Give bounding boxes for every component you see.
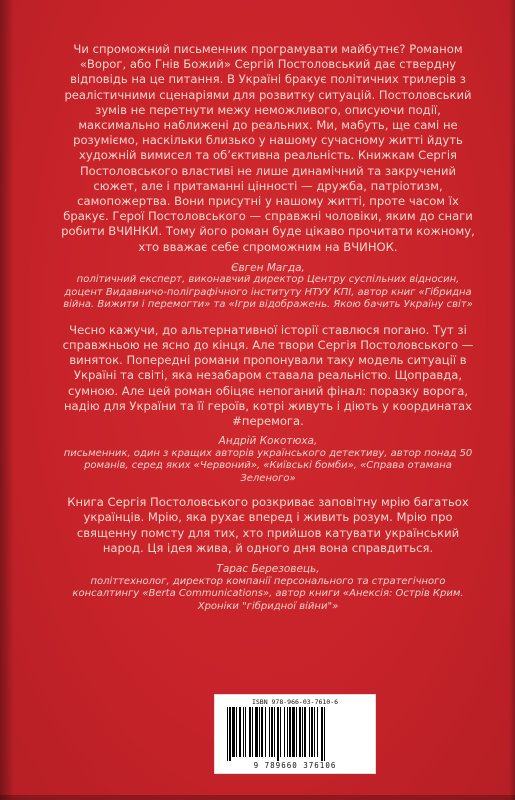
blurb-column: [58, 42, 478, 613]
review-attribution-1: [58, 262, 478, 312]
cover-edge-right: [509, 0, 515, 800]
review-paragraph-1: Чи спроможний письменник програмувати майбутнє? Романом «Ворог, або Гнів Божий» Сергій Постоловський дає ствердну відповідь на це питання. В Україні бракує політичних трилерів з реалістичними сценаріями для розвитку ситуацій. Постоловський зумів не перетнути межу неможливого, описуючи події, максимально наближені до реальних. Ми, мабуть, ще самі не розуміємо, наскільки близько у нашому сучасному житті йдуть художній вимисел та об’єктивна реальність. Книжкам Сергія Постоловського властиві не лише динамічний та закручений сюжет, але і притаманні цінності — дружба, патріотизм, самопожертва. Вони присутні у нашому житті, проте часом їх бракує. Герої Постоловського — справжні чоловіки, яким до снаги робити ВЧИНКИ. Тому його роман буде цікаво прочитати кожному, хто вважає себе спроможним на ВЧИНОК.: [61, 42, 475, 254]
reviewer-details-1: політичний експерт, виконавчий директор Центру суспільних відносин, доцент Видавничо-поліграфічного інституту НТУУ КПІ, автор книг «Гібридна війна. Вижити і перемогти» та «Ігри відображень. Якою бачить Україну світ»: [63, 274, 473, 311]
reviewer-details-3: політтехнолог, директор компанії персонального та стратегічного консалтингу «Berta Communications», автор книги «Анексія: Острів Крим. Хроніки "гібридної війни"»: [72, 575, 464, 612]
cover-edge-bottom: [0, 795, 515, 800]
review-paragraph-2: Чесно кажучи, до альтернативної історії ставлюся погано. Тут зі справжньою не ясно до кінця. Але твори Сергія Постоловського — виняток. Попередні романи пропонували таку модель ситуації в Україні та світі, яка незабаром ставала реальністю. Щоправда, сумною. Але цей роман обіцяє непоганий фінал: поразку ворога, надію для України та її героїв, котрі живуть і діють у координатах #перемога.: [62, 322, 474, 429]
reviewer-name-2: Андрій Кокотюха,: [218, 435, 318, 448]
spine-shadow: [0, 0, 14, 800]
reviewer-details-2: письменник, один з кращих авторів українського детективу, автор понад 50 романів, серед яких «Червоний», «Київські бомби», «Справа отамана Зеленого»: [63, 447, 473, 484]
review-paragraph-3: Книга Сергія Постоловського розкриває заповітну мрію багатьох українців. Мрію, яка рухає вперед і живить розум. Мрію про священну помсту для тих, хто прийшов катувати український народ. Ця ідея жива, й одного дня вона справдиться.: [67, 495, 469, 555]
reviewer-name-3: Тарас Березовець,: [216, 563, 320, 576]
review-attribution-2: [58, 435, 478, 485]
reviewer-name-1: Євген Магда,: [231, 261, 305, 274]
review-attribution-3: [58, 563, 478, 613]
barcode-label: [214, 694, 376, 774]
isbn-text: ISBN 978-966-03-7610-6: [251, 698, 339, 706]
barcode-digits: 9 789660 376106: [253, 761, 337, 770]
barcode-icon: [225, 707, 365, 761]
